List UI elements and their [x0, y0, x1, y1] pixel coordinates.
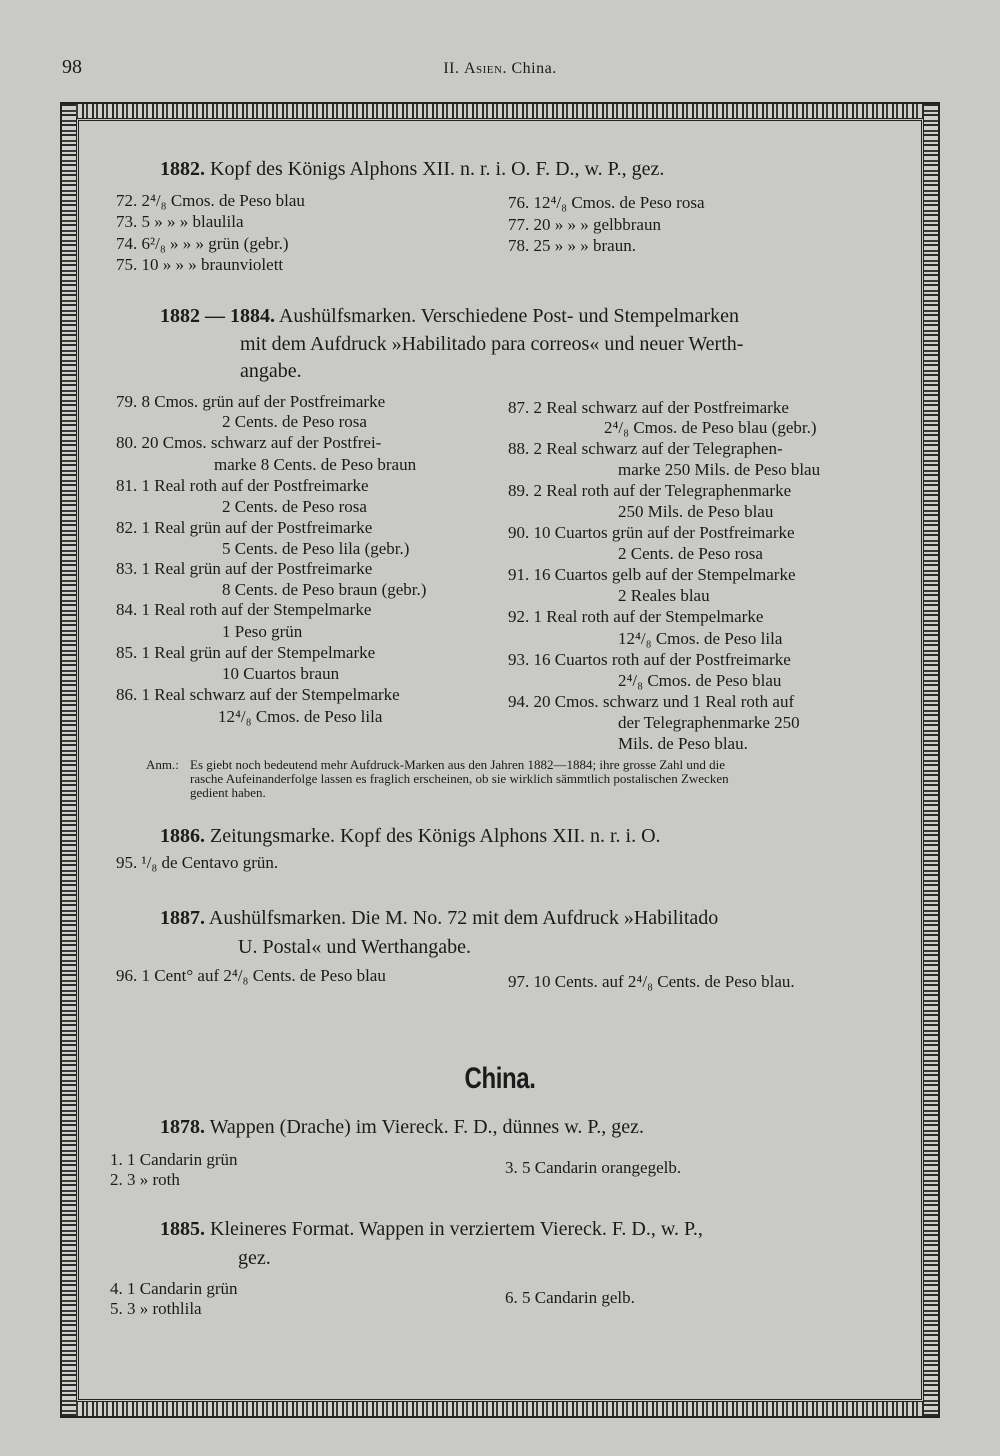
list-item: 94. 20 Cmos. schwarz und 1 Real roth auf: [508, 692, 795, 711]
list-item-continued: Mils. de Peso blau.: [618, 734, 748, 753]
list-item: 90. 10 Cuartos grün auf der Postfreimarke: [508, 523, 795, 542]
section-title-continued: angabe.: [240, 360, 302, 382]
section-1882-heading: [160, 158, 664, 181]
section-title-continued: mit dem Aufdruck »Habilitado para correos« und neuer Werth-: [240, 333, 744, 355]
list-item: 88. 2 Real schwarz auf der Telegraphen-: [508, 439, 783, 458]
list-item: 79. 8 Cmos. grün auf der Postfreimarke: [116, 392, 386, 411]
list-item-continued: 12⁴/₈ Cmos. de Peso lila: [618, 629, 783, 648]
list-item: 4. 1 Candarin grün: [110, 1279, 238, 1298]
list-item: 85. 1 Real grün auf der Stempelmarke: [116, 643, 376, 662]
section-year: 1885.: [160, 1218, 205, 1240]
list-item: 86. 1 Real schwarz auf der Stempelmarke: [116, 685, 400, 704]
list-item: 87. 2 Real schwarz auf der Postfreimarke: [508, 398, 789, 417]
list-item-continued: 8 Cents. de Peso braun (gebr.): [222, 580, 427, 599]
section-title-continued: U. Postal« und Werthangabe.: [238, 936, 471, 958]
annotation-label: Anm.:: [146, 757, 179, 772]
list-item: 95. ¹/₈ de Centavo grün.: [116, 853, 279, 872]
list-item-continued: 2 Cents. de Peso rosa: [222, 412, 367, 431]
section-year: 1882.: [160, 158, 205, 180]
annotation-text: Es giebt noch bedeutend mehr Aufdruck-Marken aus den Jahren 1882—1884; ihre grosse Zahl und die: [190, 757, 726, 772]
section-year: 1882 — 1884.: [160, 305, 275, 327]
section-title: Aushülfsmarken. Verschiedene Post- und Stempelmarken: [278, 305, 739, 327]
section-title: Wappen (Drache) im Viereck. F. D., dünnes w. P., gez.: [209, 1116, 644, 1138]
section-1886-heading: [160, 825, 661, 848]
section-year: 1886.: [160, 825, 205, 847]
list-item: 84. 1 Real roth auf der Stempelmarke: [116, 600, 372, 619]
list-item-continued: 2⁴/₈ Cmos. de Peso blau: [618, 671, 782, 690]
list-item: 2. 3 » roth: [110, 1170, 180, 1189]
list-item-continued: 2 Cents. de Peso rosa: [222, 497, 367, 516]
list-item-continued: marke 8 Cents. de Peso braun: [214, 455, 417, 474]
list-item: 75. 10 » » » braunviolett: [116, 255, 284, 274]
section-year: 1878.: [160, 1116, 205, 1138]
list-item: 97. 10 Cents. auf 2⁴/₈ Cents. de Peso blau.: [508, 972, 795, 991]
section-1887-heading: [160, 907, 718, 930]
list-item: 89. 2 Real roth auf der Telegraphenmarke: [508, 481, 792, 500]
list-item: 83. 1 Real grün auf der Postfreimarke: [116, 559, 373, 578]
list-item: 76. 12⁴/₈ Cmos. de Peso rosa: [508, 193, 705, 212]
running-head-region: Asien.: [463, 60, 507, 77]
list-item-continued: der Telegraphenmarke 250: [618, 713, 800, 732]
list-item-continued: 10 Cuartos braun: [222, 664, 340, 683]
list-item: 96. 1 Cent° auf 2⁴/₈ Cents. de Peso blau: [116, 966, 386, 985]
list-item: 5. 3 » rothlila: [110, 1299, 202, 1318]
list-item: 73. 5 » » » blaulila: [116, 212, 244, 231]
list-item: 91. 16 Cuartos gelb auf der Stempelmarke: [508, 565, 796, 584]
section-1885-heading: [160, 1218, 703, 1241]
list-item: 82. 1 Real grün auf der Postfreimarke: [116, 518, 373, 537]
section-title: Kleineres Format. Wappen in verziertem Viereck. F. D., w. P.,: [210, 1218, 703, 1240]
list-item: 80. 20 Cmos. schwarz auf der Postfrei-: [116, 433, 382, 452]
country-title: China.: [464, 1062, 536, 1095]
list-item-continued: 5 Cents. de Peso lila (gebr.): [222, 539, 410, 558]
list-item: 3. 5 Candarin orangegelb.: [505, 1158, 682, 1177]
list-item: 72. 2⁴/₈ Cmos. de Peso blau: [116, 191, 305, 210]
list-item: 6. 5 Candarin gelb.: [505, 1288, 635, 1307]
section-year: 1887.: [160, 907, 205, 929]
section-title: Kopf des Königs Alphons XII. n. r. i. O. F. D., w. P., gez.: [210, 158, 665, 180]
running-head-part: II.: [443, 60, 460, 77]
list-item: 93. 16 Cuartos roth auf der Postfreimarke: [508, 650, 791, 669]
list-item: 1. 1 Candarin grün: [110, 1150, 238, 1169]
annotation-text: rasche Aufeinanderfolge lassen es fraglich erscheinen, ob sie wirklich sämmtlich postalischen Zwecken: [190, 771, 729, 786]
section-title: Zeitungsmarke. Kopf des Königs Alphons XII. n. r. i. O.: [210, 825, 661, 847]
list-item-continued: 250 Mils. de Peso blau: [618, 502, 774, 521]
section-title-continued: gez.: [238, 1247, 271, 1269]
list-item: 78. 25 » » » braun.: [508, 236, 636, 255]
annotation-text: gedient haben.: [190, 785, 266, 800]
list-item-continued: 2 Cents. de Peso rosa: [618, 544, 763, 563]
list-item: 92. 1 Real roth auf der Stempelmarke: [508, 607, 764, 626]
list-item: 74. 6²/₈ » » » grün (gebr.): [116, 234, 289, 253]
list-item: 77. 20 » » » gelbbraun: [508, 215, 661, 234]
section-title: Aushülfsmarken. Die M. No. 72 mit dem Aufdruck »Habilitado: [208, 907, 719, 929]
list-item-continued: 2 Reales blau: [618, 586, 710, 605]
list-item-continued: 2⁴/₈ Cmos. de Peso blau (gebr.): [604, 418, 817, 437]
list-item-continued: 1 Peso grün: [222, 622, 303, 641]
list-item-continued: 12⁴/₈ Cmos. de Peso lila: [218, 707, 383, 726]
section-1878-heading: [160, 1116, 644, 1139]
list-item: 81. 1 Real roth auf der Postfreimarke: [116, 476, 369, 495]
section-1882-1884-heading: [160, 305, 739, 328]
page-number: 98: [62, 56, 82, 78]
list-item-continued: marke 250 Mils. de Peso blau: [618, 460, 821, 479]
running-head-country: China.: [511, 60, 557, 77]
